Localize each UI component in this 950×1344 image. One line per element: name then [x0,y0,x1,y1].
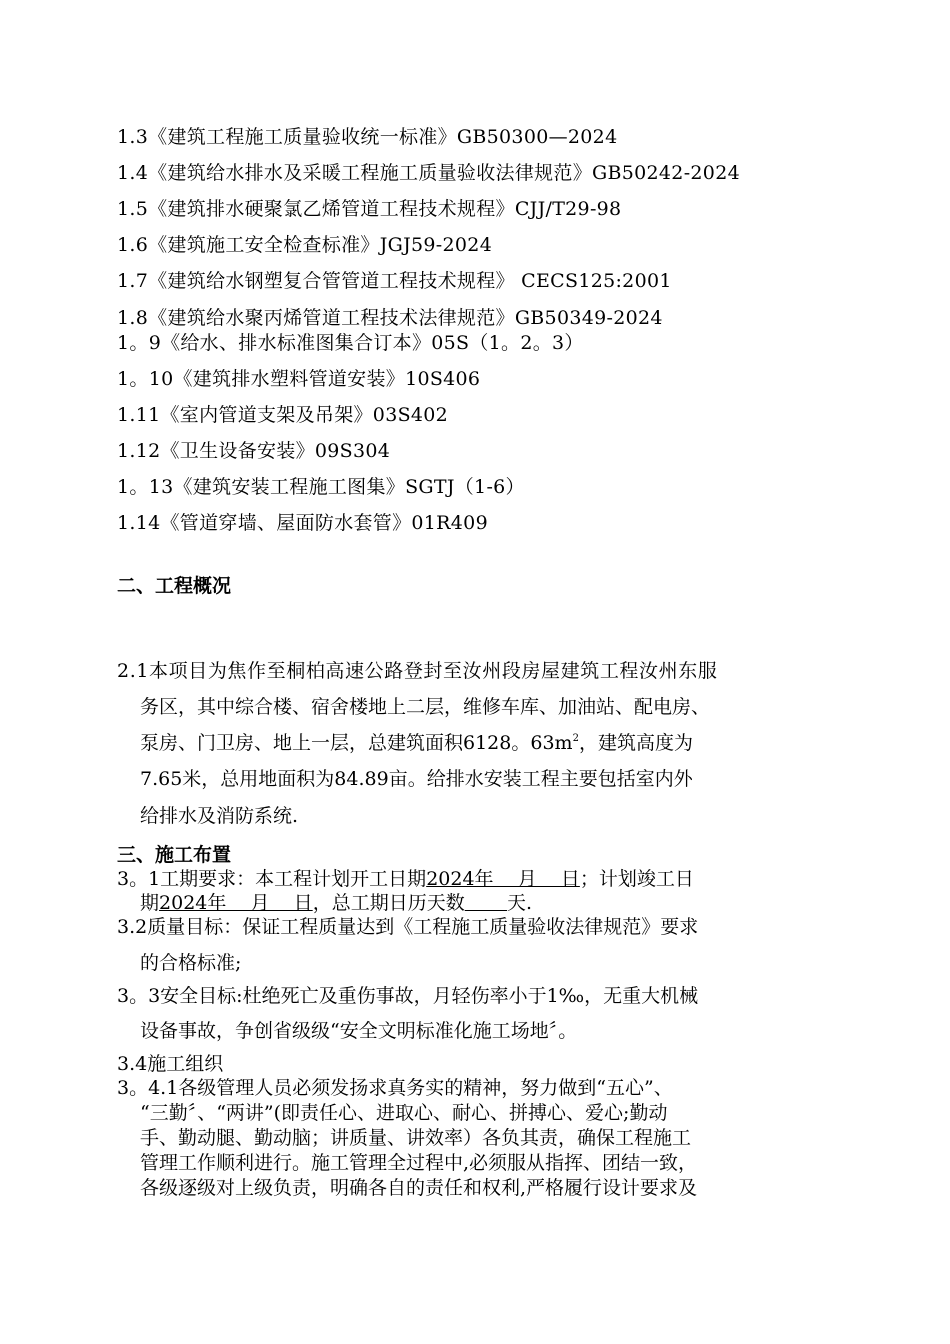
organization-line: 各级逐级对上级负责，明确各自的责任和权利,严格履行设计要求及 [140,1177,698,1199]
reference-item: 1。10《建筑排水塑料管道安装》10S406 [117,368,481,390]
schedule-line2-prefix: 期 [140,892,160,914]
reference-item: 1.7《建筑给水钢塑复合管管道工程技术规程》 CECS125:2001 [117,270,672,292]
overview-height-text: ，建筑高度为 [578,732,693,754]
reference-item: 1.5《建筑排水硬聚氯乙烯管道工程技术规程》CJJ/T29-98 [117,198,622,220]
overview-line: 给排水及消防系统. [140,805,299,827]
reference-item: 1.4《建筑给水排水及采暖工程施工质量验收法律规范》GB50242-2024 [117,162,740,184]
quality-line: 3.2质量目标：保证工程质量达到《工程施工质量验收法律规范》要求 [117,916,699,938]
start-date-blank: 2024年 月 日 [426,868,580,890]
reference-item: 1.3《建筑工程施工质量验收统一标准》GB50300—2024 [117,126,618,148]
organization-line: 管理工作顺利进行。施工管理全过程中,必须服从指挥、团结一致， [140,1152,698,1174]
overview-line: 2.1本项目为焦作至桐柏高速公路登封至汝州段房屋建筑工程汝州东服 [117,660,718,682]
schedule-line [117,867,694,891]
schedule-mid: ；计划竣工日 [579,868,694,890]
organization-line: “三勤〞、“两讲”(即责任心、进取心、耐心、拼搏心、爱心;勤动 [140,1102,668,1124]
overview-line [140,731,693,755]
quality-line: 的合格标准; [140,952,242,974]
safety-line: 设备事故，争创省级级“安全文明标准化施工场地〞。 [140,1020,578,1042]
section-heading-overview: 二、工程概况 [117,575,232,597]
organization-line: 手、勤动腿、勤动脑；讲质量、讲效率）各负其责，确保工程施工 [140,1127,692,1149]
section-heading-construction: 三、施工布置 [117,844,232,866]
schedule-prefix: 3。1工期要求：本工程计划开工日期 [117,868,427,890]
overview-area-text: 泵房、门卫房、地上一层，总建筑面积6128。63m [140,732,573,754]
reference-item: 1。9《给水、排水标准图集合订本》05S（1。2。3） [117,332,584,354]
overview-line: 7.65米，总用地面积为84.89亩。给排水安装工程主要包括室内外 [140,768,693,790]
schedule-line [140,891,532,915]
reference-item: 1.12《卫生设备安装》09S304 [117,440,391,462]
area-superscript: 2 [572,733,579,744]
schedule-line2-mid: ，总工期日历天数 [312,892,465,914]
days-blank [465,892,507,914]
reference-item: 1。13《建筑安装工程施工图集》SGTJ（1-6） [117,476,525,498]
reference-item: 1.8《建筑给水聚丙烯管道工程技术法律规范》GB50349-2024 [117,307,663,329]
end-date-blank: 2024年 月 日 [159,892,313,914]
reference-item: 1.11《室内管道支架及吊架》03S402 [117,404,449,426]
safety-line: 3。3安全目标:杜绝死亡及重伤事故，月轻伤率小于1‰，无重大机械 [117,985,699,1007]
reference-item: 1.14《管道穿墙、屋面防水套管》01R409 [117,512,488,534]
schedule-line2-tail: 天. [506,892,533,914]
organization-title: 3.4施工组织 [117,1053,224,1075]
reference-item: 1.6《建筑施工安全检查标准》JGJ59-2024 [117,234,493,256]
overview-line: 务区，其中综合楼、宿舍楼地上二层，维修车库、加油站、配电房、 [140,696,711,718]
organization-line: 3。4.1各级管理人员必须发扬求真务实的精神，努力做到“五心”、 [117,1077,673,1099]
